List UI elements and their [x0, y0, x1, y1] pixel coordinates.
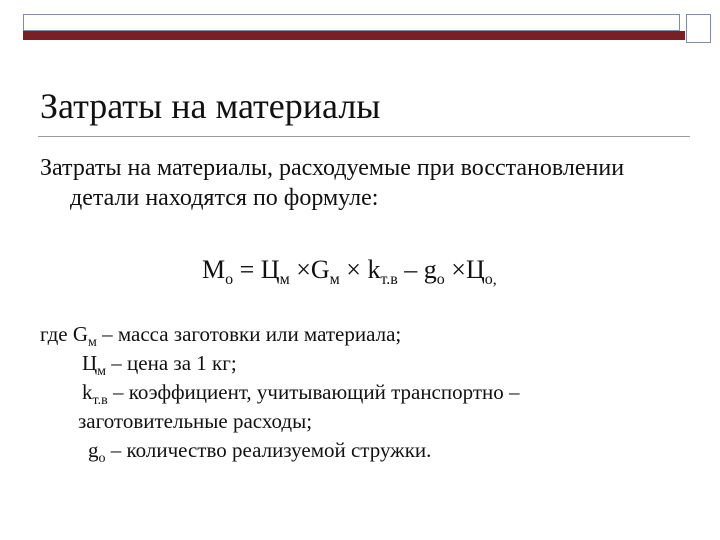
- formula-t1: ×G: [289, 255, 330, 284]
- formula: [202, 254, 497, 286]
- formula-t1-sub: м: [329, 271, 340, 288]
- def-gm-text: – масса заготовки или материала;: [96, 322, 402, 346]
- corner-box: [686, 14, 711, 43]
- definition-gm: [40, 320, 690, 349]
- title-divider: [38, 136, 690, 137]
- top-outline-strip: [23, 14, 680, 31]
- formula-t4-sub: о,: [484, 271, 497, 288]
- def-cm-symbol: Ц: [82, 351, 98, 375]
- formula-m-sub: о: [225, 271, 234, 288]
- top-accent-bar: [23, 31, 685, 40]
- definition-go: [40, 436, 690, 465]
- def-go-sub: о: [98, 451, 106, 466]
- def-k-sub: т.в: [92, 393, 108, 408]
- formula-t3: – g: [397, 255, 437, 284]
- definitions-prefix: где: [40, 322, 73, 346]
- def-cm-sub: м: [97, 364, 107, 379]
- def-gm-symbol: G: [72, 322, 88, 346]
- formula-t4: ×Ц: [444, 255, 485, 284]
- def-go-symbol: g: [88, 438, 99, 462]
- formula-m: М: [202, 255, 226, 284]
- definitions-list: [40, 320, 690, 465]
- formula-equals: =: [233, 255, 261, 284]
- def-go-text: – количество реализуемой стружки.: [105, 438, 432, 462]
- def-gm-sub: м: [88, 335, 97, 350]
- slide-title: Затраты на материалы: [40, 86, 381, 126]
- definition-k-continuation: заготовительные расходы;: [78, 409, 313, 433]
- def-k-text: – коэффициент, учитывающий транспортно –: [107, 380, 520, 404]
- def-k-symbol: k: [82, 380, 93, 404]
- definition-k: [40, 378, 690, 407]
- formula-t2-sub: т.в: [380, 271, 398, 288]
- formula-t2: × k: [339, 255, 381, 284]
- formula-t3-sub: о: [436, 271, 445, 288]
- definition-cm: [40, 349, 690, 378]
- def-cm-text: – цена за 1 кг;: [106, 351, 237, 375]
- intro-paragraph: Затраты на материалы, расходуемые при восстановлении детали находятся по формуле:: [40, 155, 625, 211]
- formula-c1: Ц: [260, 255, 280, 284]
- formula-c1-sub: м: [279, 271, 290, 288]
